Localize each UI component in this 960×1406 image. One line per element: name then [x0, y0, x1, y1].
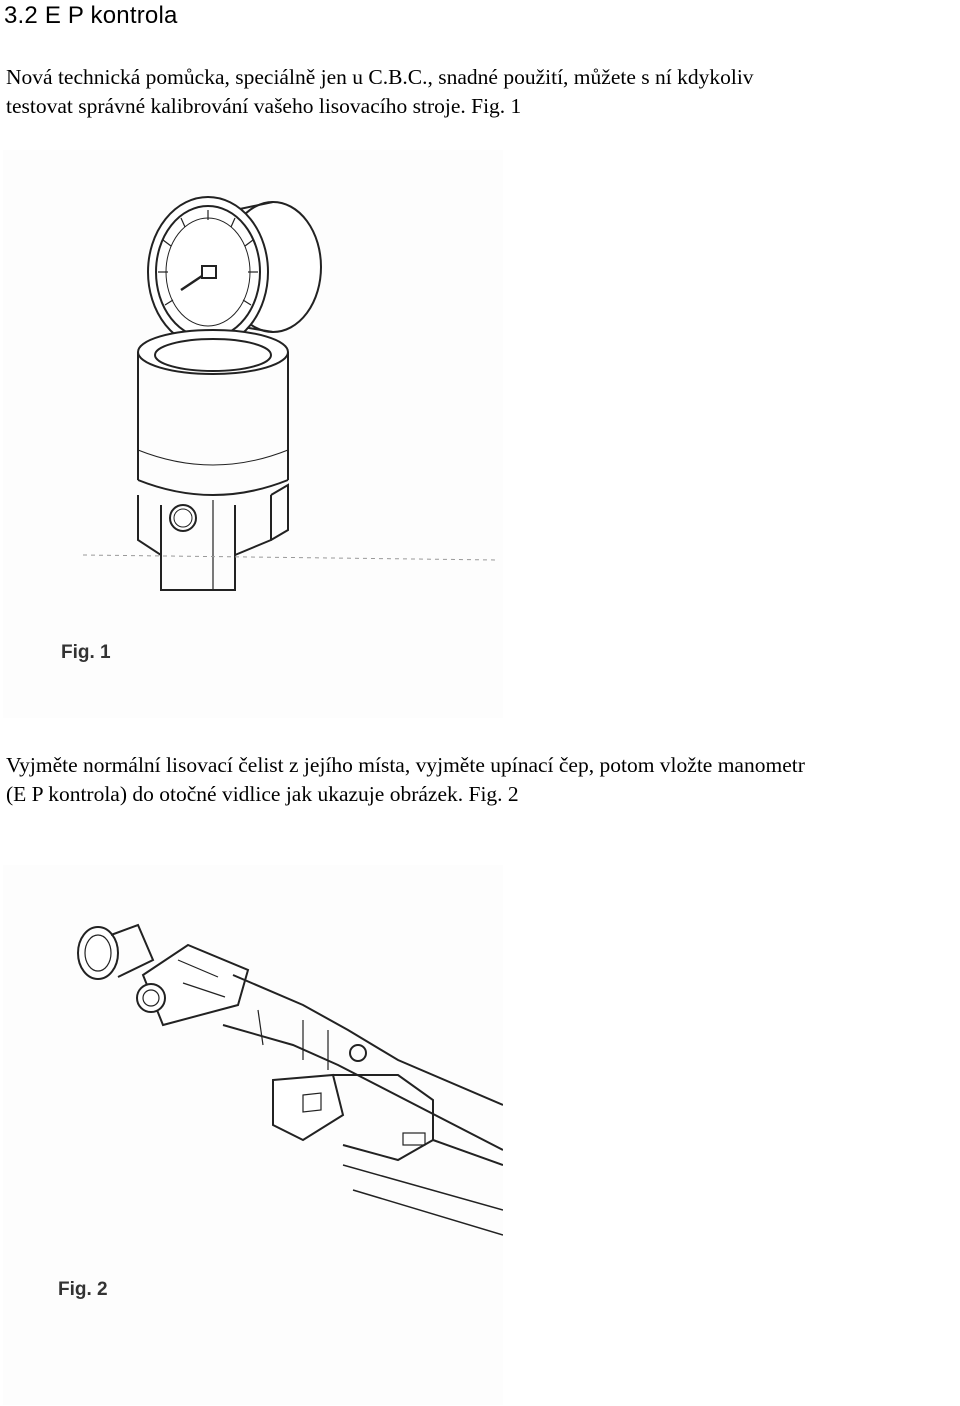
figure-2-label: Fig. 2: [58, 1279, 108, 1300]
intro-line-1: Nová technická pomůcka, speciálně jen u C.B.C., snadné použití, můžete s ní kdykoliv: [6, 65, 754, 89]
figure-1-pressure-gauge-drawing: [3, 150, 503, 718]
figure-2-tool-insertion-drawing: [3, 865, 503, 1405]
intro-line-2: testovat správné kalibrování vašeho lisovacího stroje. Fig. 1: [6, 94, 522, 118]
instruction-line-1: Vyjměte normální lisovací čelist z jejího místa, vyjměte upínací čep, potom vložte manometr: [6, 753, 805, 777]
instruction-paragraph: [6, 751, 805, 809]
section-heading: 3.2 E P kontrola: [4, 2, 178, 29]
figure-1-label: Fig. 1: [61, 642, 111, 663]
intro-paragraph: [6, 63, 754, 121]
tool-illustration: [3, 865, 503, 1405]
gauge-illustration: [3, 150, 503, 718]
instruction-line-2: (E P kontrola) do otočné vidlice jak ukazuje obrázek. Fig. 2: [6, 782, 519, 806]
